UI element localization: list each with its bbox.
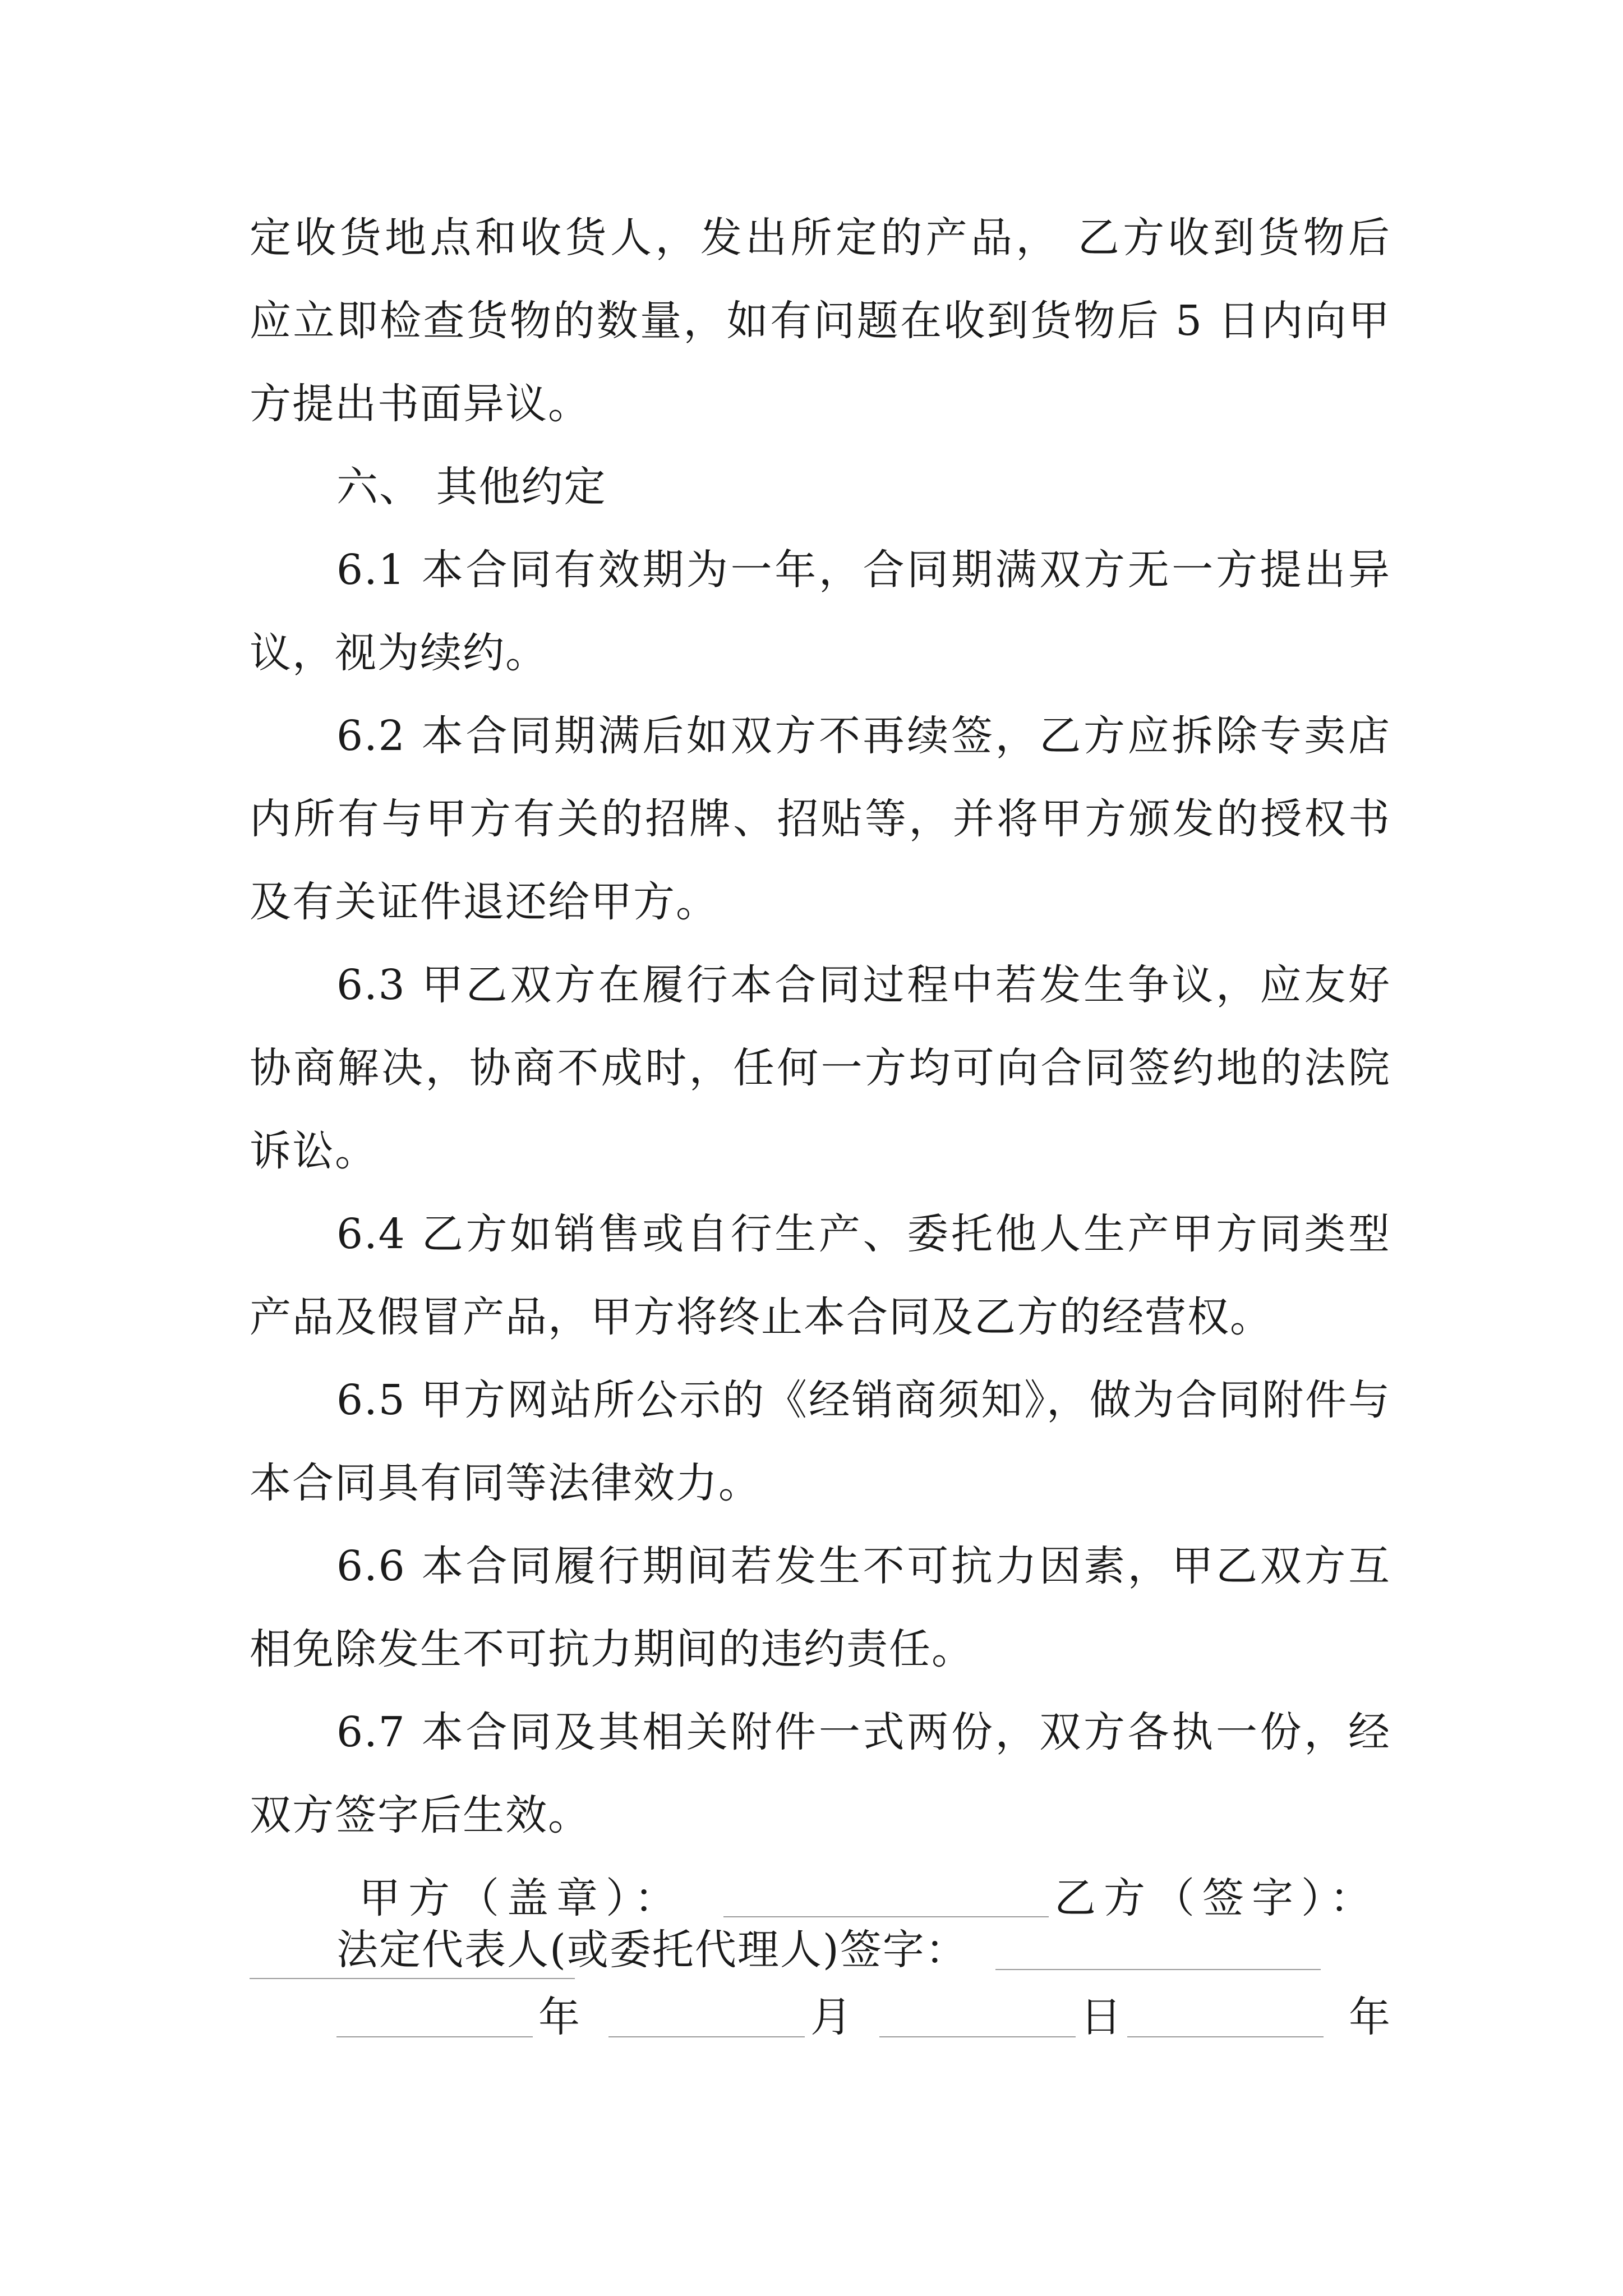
clause-line: 本合同具有同等法律效力。 [250, 1459, 761, 1507]
clause-line: 内所有与甲方有关的招牌、招贴等，并将甲方颁发的授权书 [250, 795, 1391, 843]
year-blank-2[interactable] [1127, 2036, 1324, 2037]
party-a-seal-label: 甲方（盖章）： [359, 1874, 684, 1922]
clause-line: 协商解决，协商不成时，任何一方均可向合同签约地的法院 [250, 1044, 1391, 1092]
year-label: 年 [538, 1993, 580, 2041]
clause-line: 6.1 本合同有效期为一年，合同期满双方无一方提出异 [336, 546, 1391, 594]
year-label-2: 年 [1349, 1993, 1390, 2041]
clause-line: 6.6 本合同履行期间若发生不可抗力因素，甲乙双方互 [336, 1542, 1391, 1590]
party-b-sign-blank[interactable] [250, 1978, 575, 1979]
party-a-seal-blank[interactable] [723, 1916, 1049, 1917]
body-line: 定收货地点和收货人，发出所定的产品， 乙方收到货物后 [250, 214, 1391, 262]
body-line: 方提出书面异议。 [250, 380, 591, 428]
clause-line: 相免除发生不可抗力期间的违约责任。 [250, 1625, 974, 1673]
clause-line: 6.2 本合同期满后如双方不再续签，乙方应拆除专卖店 [336, 712, 1391, 760]
clause-line: 6.5 甲方网站所公示的《经销商须知》，做为合同附件与 [336, 1376, 1391, 1424]
clause-line: 议，视为续约。 [250, 629, 548, 677]
clause-line: 诉讼。 [250, 1127, 377, 1175]
section-heading: 六、 其他约定 [336, 463, 607, 511]
legal-representative-label: 法定代表人(或委托代理人)签字： [336, 1926, 968, 1974]
clause-line: 产品及假冒产品，甲方将终止本合同及乙方的经营权。 [250, 1293, 1272, 1341]
clause-line: 6.4 乙方如销售或自行生产、委托他人生产甲方同类型 [336, 1210, 1391, 1258]
day-blank[interactable] [879, 2036, 1076, 2037]
month-blank[interactable] [608, 2036, 805, 2037]
party-b-sign-label: 乙方（签字）： [1054, 1874, 1379, 1922]
clause-line: 6.3 甲乙双方在履行本合同过程中若发生争议，应友好 [336, 961, 1391, 1009]
clause-line: 双方签字后生效。 [250, 1791, 591, 1839]
year-blank[interactable] [336, 2036, 533, 2037]
day-label: 日 [1080, 1993, 1122, 2041]
legal-representative-sign-blank[interactable] [995, 1969, 1321, 1970]
body-line: 应立即检查货物的数量，如有问题在收到货物后 5 日内向甲 [250, 297, 1391, 345]
clause-line: 及有关证件退还给甲方。 [250, 878, 718, 926]
month-label: 月 [810, 1993, 852, 2041]
clause-line: 6.7 本合同及其相关附件一式两份，双方各执一份，经 [336, 1708, 1391, 1756]
